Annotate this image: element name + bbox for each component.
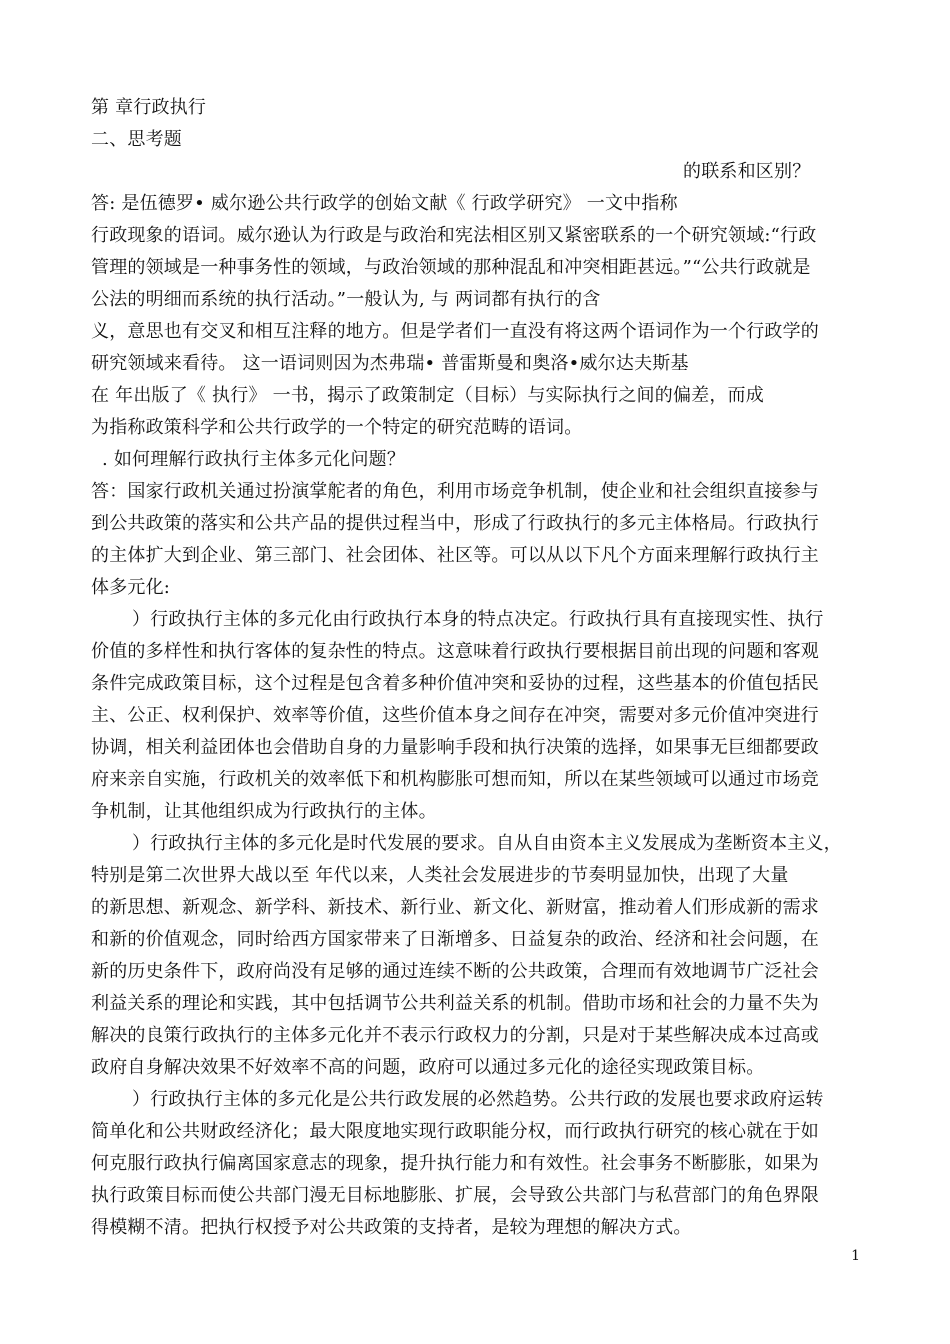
text-line: 协调，相关利益团体也会借助自身的力量影响手段和执行决策的选择，如果事无巨细都要政 — [91, 737, 819, 758]
text-line: 管理的领域是一种事务性的领域，与政治领域的那种混乱和冲突相距甚远。”“公共行政就是 — [91, 257, 811, 278]
text-line: 行政现象的语词。威尔逊认为行政是与政治和宪法相区别又紧密联系的一个研究领域:“行政 — [91, 225, 817, 246]
text-line: 利益关系的理论和实践，其中包括调节公共利益关系的机制。借助市场和社会的力量不失为 — [91, 993, 819, 1014]
text-line: 政府自身解决效果不好效率不高的问题，政府可以通过多元化的途径实现政策目标。 — [91, 1057, 765, 1078]
section-title: 二、思考题 — [91, 129, 182, 150]
text-line: 到公共政策的落实和公共产品的提供过程当中，形成了行政执行的多元主体格局。行政执行 — [91, 513, 819, 534]
text-line: 何克服行政执行偏离国家意志的现象，提升执行能力和有效性。社会事务不断膨胀，如果为 — [91, 1153, 819, 1174]
question-line: . 如何理解行政执行主体多元化问题？ — [102, 449, 406, 470]
page-number: 1 — [851, 1248, 860, 1264]
text-line: 义，意思也有交叉和相互注释的地方。但是学者们一直没有将这两个语词作为一个行政学的 — [91, 321, 819, 342]
text-line: 的新思想、新观念、新学科、新技术、新行业、新文化、新财富，推动着人们形成新的需求 — [91, 897, 819, 918]
text-line: 的联系和区别？ — [683, 161, 811, 182]
text-line: 答：国家行政机关通过扮演掌舵者的角色，利用市场竞争机制，使企业和社会组织直接参与 — [91, 481, 819, 502]
text-line: 为指称政策科学和公共行政学的一个特定的研究范畴的语词。 — [91, 417, 583, 438]
text-line: 执行政策目标而使公共部门漫无目标地膨胀、扩展，会导致公共部门与私营部门的角色界限 — [91, 1185, 819, 1206]
text-line: 的主体扩大到企业、第三部门、社会团体、社区等。可以从以下凡个方面来理解行政执行主 — [91, 545, 819, 566]
text-line: 简单化和公共财政经济化；最大限度地实现行政职能分权，而行政执行研究的核心就在于如 — [91, 1121, 819, 1142]
text-line: 解决的良策行政执行的主体多元化并不表示行政权力的分割，只是对于某些解决成本过高或 — [91, 1025, 819, 1046]
paragraph-start-line: ）行政执行主体的多元化由行政执行本身的特点决定。行政执行具有直接现实性、执行 — [132, 609, 824, 630]
text-line: 争机制，让其他组织成为行政执行的主体。 — [91, 801, 437, 822]
text-line: 主、公正、权利保护、效率等价值，这些价值本身之间存在冲突，需要对多元价值冲突进行 — [91, 705, 819, 726]
chapter-title: 第 章行政执行 — [91, 97, 207, 118]
text-line: 公法的明细而系统的执行活动。”一般认为, 与 两词都有执行的含 — [91, 289, 601, 310]
paragraph-start-line: ）行政执行主体的多元化是时代发展的要求。自从自由资本主义发展成为垄断资本主义， — [132, 833, 842, 854]
text-line: 体多元化: — [91, 577, 171, 598]
text-line: 答: 是伍德罗• 威尔逊公共行政学的创始文献《 行政学研究》 一文中指称 — [91, 193, 678, 214]
text-line: 新的历史条件下，政府尚没有足够的通过连续不断的公共政策，合理而有效地调节广泛社会 — [91, 961, 819, 982]
text-line: 府来亲自实施，行政机关的效率低下和机构膨胀可想而知，所以在某些领域可以通过市场竞 — [91, 769, 819, 790]
text-line: 研究领域来看待。 这一语词则因为杰弗瑞• 普雷斯曼和奥洛•威尔达夫斯基 — [91, 353, 689, 374]
text-line: 特别是第二次世界大战以至 年代以来，人类社会发展进步的节奏明显加快，出现了大量 — [91, 865, 789, 886]
text-line: 条件完成政策目标，这个过程是包含着多种价值冲突和妥协的过程，这些基本的价值包括民 — [91, 673, 819, 694]
text-line: 和新的价值观念，同时给西方国家带来了日渐增多、日益复杂的政治、经济和社会问题，在 — [91, 929, 819, 950]
text-line: 在 年出版了《 执行》 一书，揭示了政策制定（目标）与实际执行之间的偏差，而成 — [91, 385, 764, 406]
text-line: 得模糊不清。把执行权授予对公共政策的支持者，是较为理想的解决方式。 — [91, 1217, 692, 1238]
text-line: 价值的多样性和执行客体的复杂性的特点。这意味着行政执行要根据目前出现的问题和客观 — [91, 641, 819, 662]
paragraph-start-line: ）行政执行主体的多元化是公共行政发展的必然趋势。公共行政的发展也要求政府运转 — [132, 1089, 824, 1110]
